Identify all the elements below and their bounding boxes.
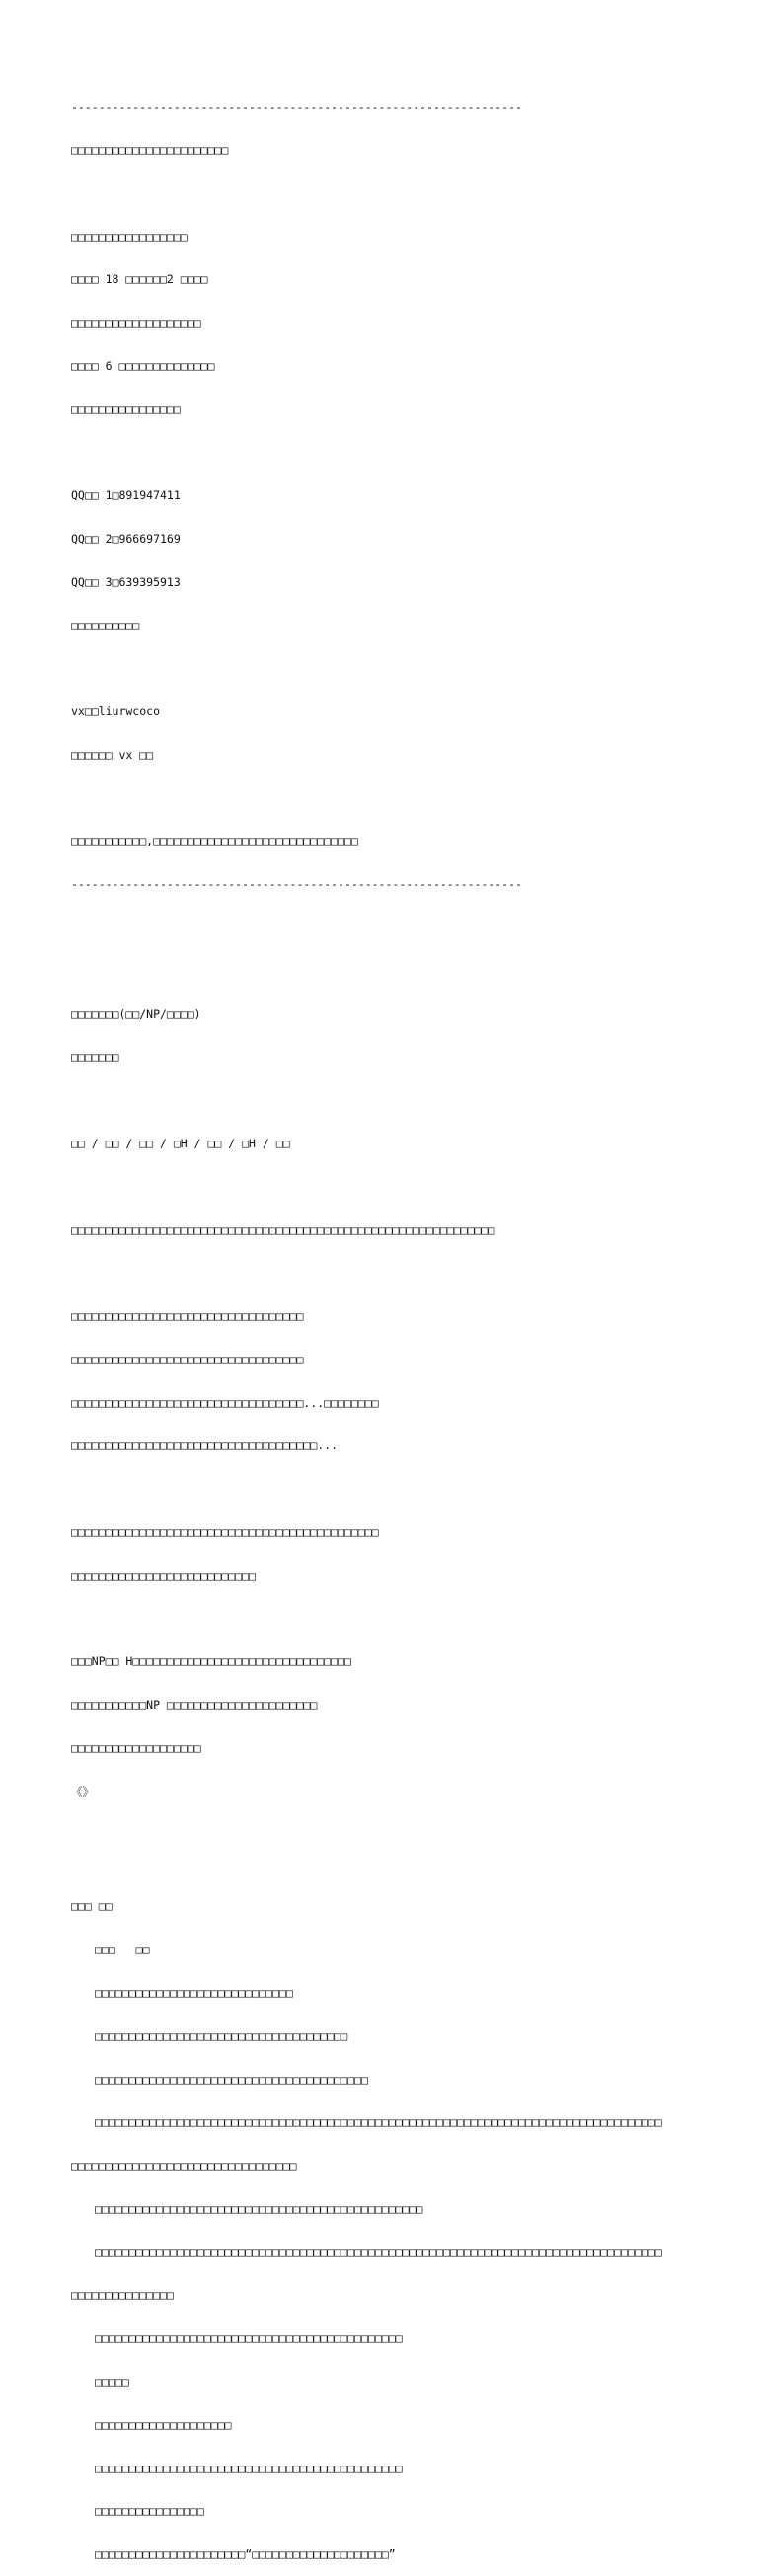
chapter-line: □□□□□□□□□□□□□□□□□□□□□□□□□□□□□□□□□□□□□□□□□□□□□□□□ xyxy=(95,2201,423,2216)
intro-paragraph: □□□NP□□ H□□□□□□□□□□□□□□□□□□□□□□□□□□□□□□□□ xyxy=(71,1655,351,1669)
chapter-line: □□□□□□□□□□□□□□□□□□□□ xyxy=(95,2417,232,2432)
intro-paragraph: □□□□□□□□□□□□□□□□□□□□□□□□□□□□□□□□□□□□... xyxy=(71,1438,339,1453)
chapter-line: □□□□□ xyxy=(95,2375,129,2390)
rule-bottom: ------------------------------------------------------------------ xyxy=(71,877,522,892)
chapter-heading: □□□ □□ xyxy=(71,1899,113,1914)
chapter-line-wrap: □□□□□□□□□□□□□□□ xyxy=(71,2288,174,2303)
header-line: □□□□□□□□□□□□□□□□□ xyxy=(71,229,188,244)
header-line: □□□□ 18 □□□□□□2 □□□□ xyxy=(71,272,208,287)
intro-paragraph: □□□□□□□□□□□□□□□□□□□□□□□□□□□□□□□□□□□□□□□□□□□□□ xyxy=(71,1524,379,1539)
intro-paragraph: □□□□□□□□□□□□□□□□□□□□□□□□□□□□□□□□□□ xyxy=(71,1352,304,1366)
chapter-line: □□□□□□□□□□□□□□□□□□□□□□□□□□□□□□□□□□□□□□□□□□□□□ xyxy=(95,2331,403,2346)
rule-top: ------------------------------------------------------------------ xyxy=(71,100,522,114)
header-line: □□□□□□□□□□□□□□□□ xyxy=(71,402,181,416)
qq-contact-2: QQ□□ 2□966697169 xyxy=(71,532,181,546)
chapter-line: □□□□□□□□□□□□□□□□□□□□□□“□□□□□□□□□□□□□□□□□□□□” xyxy=(95,2547,396,2562)
chapter-subheading: □□□ □□ xyxy=(95,1943,150,1957)
qq-contact-1: QQ□□ 1□891947411 xyxy=(71,488,181,503)
header-line: □□□□ 6 □□□□□□□□□□□□□□ xyxy=(71,358,215,373)
intro-paragraph: □□□□□□□□□□□□□□□□□□□□□□□□□□□□□□□□□□ xyxy=(71,1309,304,1324)
intro-paragraph: □□□□□□□□□□□□□□□□□□□□□□□□□□□□□□□□□□...□□□□□□□□ xyxy=(71,1395,379,1410)
qq-contact-3: QQ□□ 3□639395913 xyxy=(71,574,181,589)
chapter-line-wrap: □□□□□□□□□□□□□□□□□□□□□□□□□□□□□□□□□ xyxy=(71,2159,297,2173)
chapter-line: □□□□□□□□□□□□□□□□□□□□□□□□□□□□□□□□□□□□□□□□□□□□□ xyxy=(95,2461,403,2475)
header-line: □□□□□□□□□□□□□□□□□□□□□□□ xyxy=(71,142,229,157)
header-line: □□□□□□ vx □□ xyxy=(71,747,154,762)
intro-paragraph: □□□□□□□□□□□□□□□□□□□ xyxy=(71,1740,201,1755)
intro-paragraph: □□□□□□□□□□□□□□□□□□□□□□□□□□□□□□□□□□□□□□□□□□□□□□□□□□□□□□□□□□□□□□ xyxy=(71,1222,495,1237)
vx-contact: vx□□liurwcoco xyxy=(71,704,161,719)
chapter-line: □□□□□□□□□□□□□□□□□□□□□□□□□□□□□□□□□□□□□ xyxy=(95,2028,348,2043)
chapter-line: □□□□□□□□□□□□□□□□□□□□□□□□□□□□□□□□□□□□□□□□□□□□□□□□□□□□□□□□□□□□□□□□□□□□□□□□□□□□□□□□□□□ xyxy=(95,2245,662,2259)
book-title: □□□□□□□(□□/NP/□□□□) xyxy=(71,1006,201,1021)
chapter-line: □□□□□□□□□□□□□□□□□□□□□□□□□□□□□□□□□□□□□□□□□□□□□□□□□□□□□□□□□□□□□□□□□□□□□□□□□□□□□□□□□□□ xyxy=(95,2115,662,2130)
chapter-line: □□□□□□□□□□□□□□□□ xyxy=(95,2504,204,2519)
chapter-line: □□□□□□□□□□□□□□□□□□□□□□□□□□□□□ xyxy=(95,1985,293,2000)
book-subtitle: □□□□□□□ xyxy=(71,1050,119,1065)
intro-paragraph: 《》 xyxy=(71,1784,94,1799)
header-line: □□□□□□□□□□□□□□□□□□□ xyxy=(71,316,201,331)
intro-paragraph: □□□□□□□□□□□□□□□□□□□□□□□□□□□ xyxy=(71,1568,256,1582)
chapter-line: □□□□□□□□□□□□□□□□□□□□□□□□□□□□□□□□□□□□□□□□ xyxy=(95,2072,368,2087)
intro-paragraph: □□□□□□□□□□□NP □□□□□□□□□□□□□□□□□□□□□□ xyxy=(71,1698,318,1713)
header-line: □□□□□□□□□□ xyxy=(71,618,140,632)
tag-line: □□ / □□ / □□ / □H / □□ / □H / □□ xyxy=(71,1136,290,1150)
document-page xyxy=(71,71,703,2576)
header-line: □□□□□□□□□□□,□□□□□□□□□□□□□□□□□□□□□□□□□□□□□□ xyxy=(71,834,358,848)
